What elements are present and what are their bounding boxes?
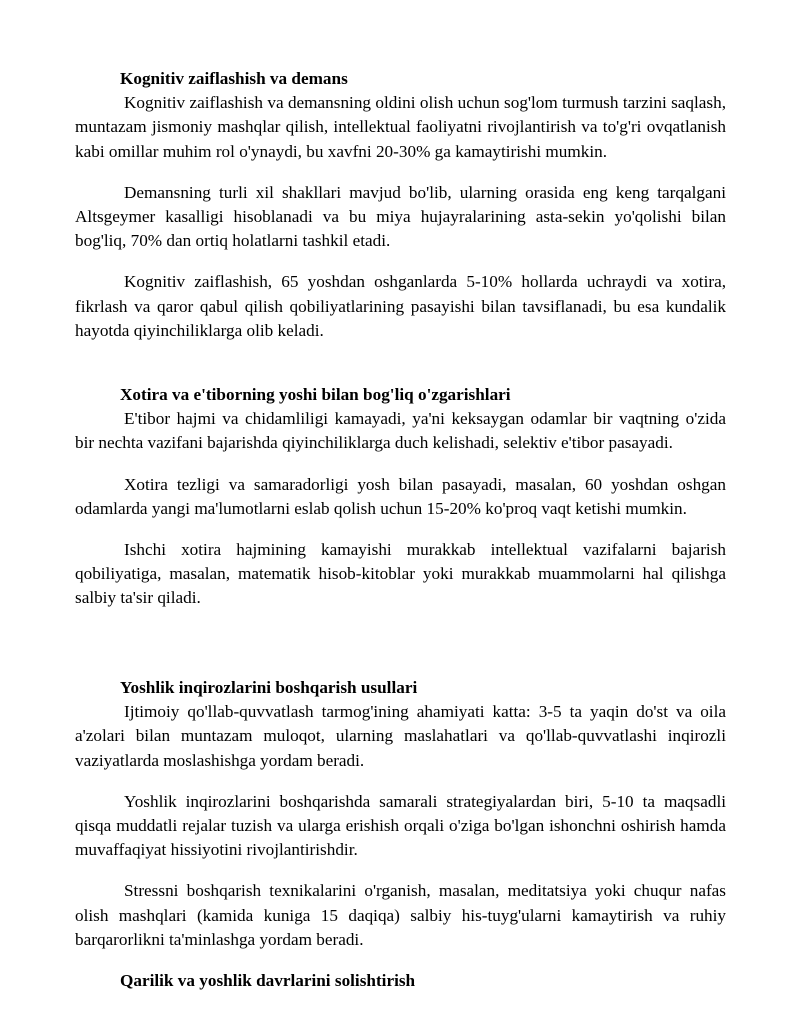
section-heading: Xotira va e'tiborning yoshi bilan bog'liq o'zgarishlari (120, 385, 511, 404)
paragraph: Xotira tezligi va samaradorligi yosh bilan pasayadi, masalan, 60 yoshdan oshgan odamlarda yangi ma'lumotlarni eslab qolish uchun 15-20% ko'proq vaqt ketishi mumkin. (75, 474, 726, 518)
paragraph: Kognitiv zaiflashish va demansning oldini olish uchun sog'lom turmush tarzini saqlash, muntazam jismoniy mashqlar qilish, intellektual faoliyatni rivojlantirish va to'g'ri ovqatlanish kabi omillar muhim rol o'ynaydi, bu xavfni 20-30% ga kamaytirishi mumkin. (75, 93, 726, 161)
paragraph: Demansning turli xil shakllari mavjud bo'lib, ularning orasida eng keng tarqalgani Altsgeymer kasalligi hisoblanadi va bu miya hujayralarining asta-sekin yo'qolishi bilan bog'liq, 70% dan ortiq holatlarni tashkil etadi. (75, 182, 726, 251)
section-old-age-vs-youth (75, 969, 726, 993)
paragraph: Ishchi xotira hajmining kamayishi murakkab intellektual vazifalarni bajarish qobiliyatiga, masalan, matematik hisob-kitoblar yoki murakkab muammolarni hal qilishga salbiy ta'sir qiladi. (75, 540, 726, 608)
section-memory-attention (75, 383, 726, 611)
paragraph: E'tibor hajmi va chidamliligi kamayadi, ya'ni keksaygan odamlar bir vaqtning o'zida bir nechta vazifani bajarishda qiyinchiliklarga duch kelishadi, selektiv e'tibor pasayadi. (75, 409, 726, 453)
section-heading: Qarilik va yoshlik davrlarini solishtirish (120, 971, 416, 990)
paragraph: Kognitiv zaiflashish, 65 yoshdan oshganlarda 5-10% hollarda uchraydi va xotira, fikrlash va qaror qabul qilish qobiliyatlarining pasayishi bilan tavsiflanadi, bu esa kundalik hayotda qiyinchiliklarga olib keladi. (75, 272, 726, 340)
paragraph: Yoshlik inqirozlarini boshqarishda samarali strategiyalardan biri, 5-10 ta maqsadli qisqa muddatli rejalar tuzish va ularga erishish orqali o'ziga bo'lgan ishonchni oshirish hamda muvaffaqiyat hissiyotini rivojlantirishdir. (75, 791, 726, 860)
section-cognitive-decline (75, 67, 726, 343)
section-youth-crises (75, 676, 726, 952)
paragraph: Stressni boshqarish texnikalarini o'rganish, masalan, meditatsiya yoki chuqur nafas olish mashqlari (kamida kuniga 15 daqiqa) salbiy his-tuyg'ularni kamaytirish va ruhiy barqarorlikni ta'minlashga yordam beradi. (75, 881, 726, 949)
section-heading: Yoshlik inqirozlarini boshqarish usullari (120, 678, 418, 697)
section-heading: Kognitiv zaiflashish va demans (120, 69, 348, 88)
paragraph: Ijtimoiy qo'llab-quvvatlash tarmog'ining ahamiyati katta: 3-5 ta yaqin do'st va oila a'zolari bilan muntazam muloqot, ularning maslahatlari va qo'llab-quvvatlashi inqirozli vaziyatlarda moslashishga yordam beradi. (75, 702, 726, 770)
